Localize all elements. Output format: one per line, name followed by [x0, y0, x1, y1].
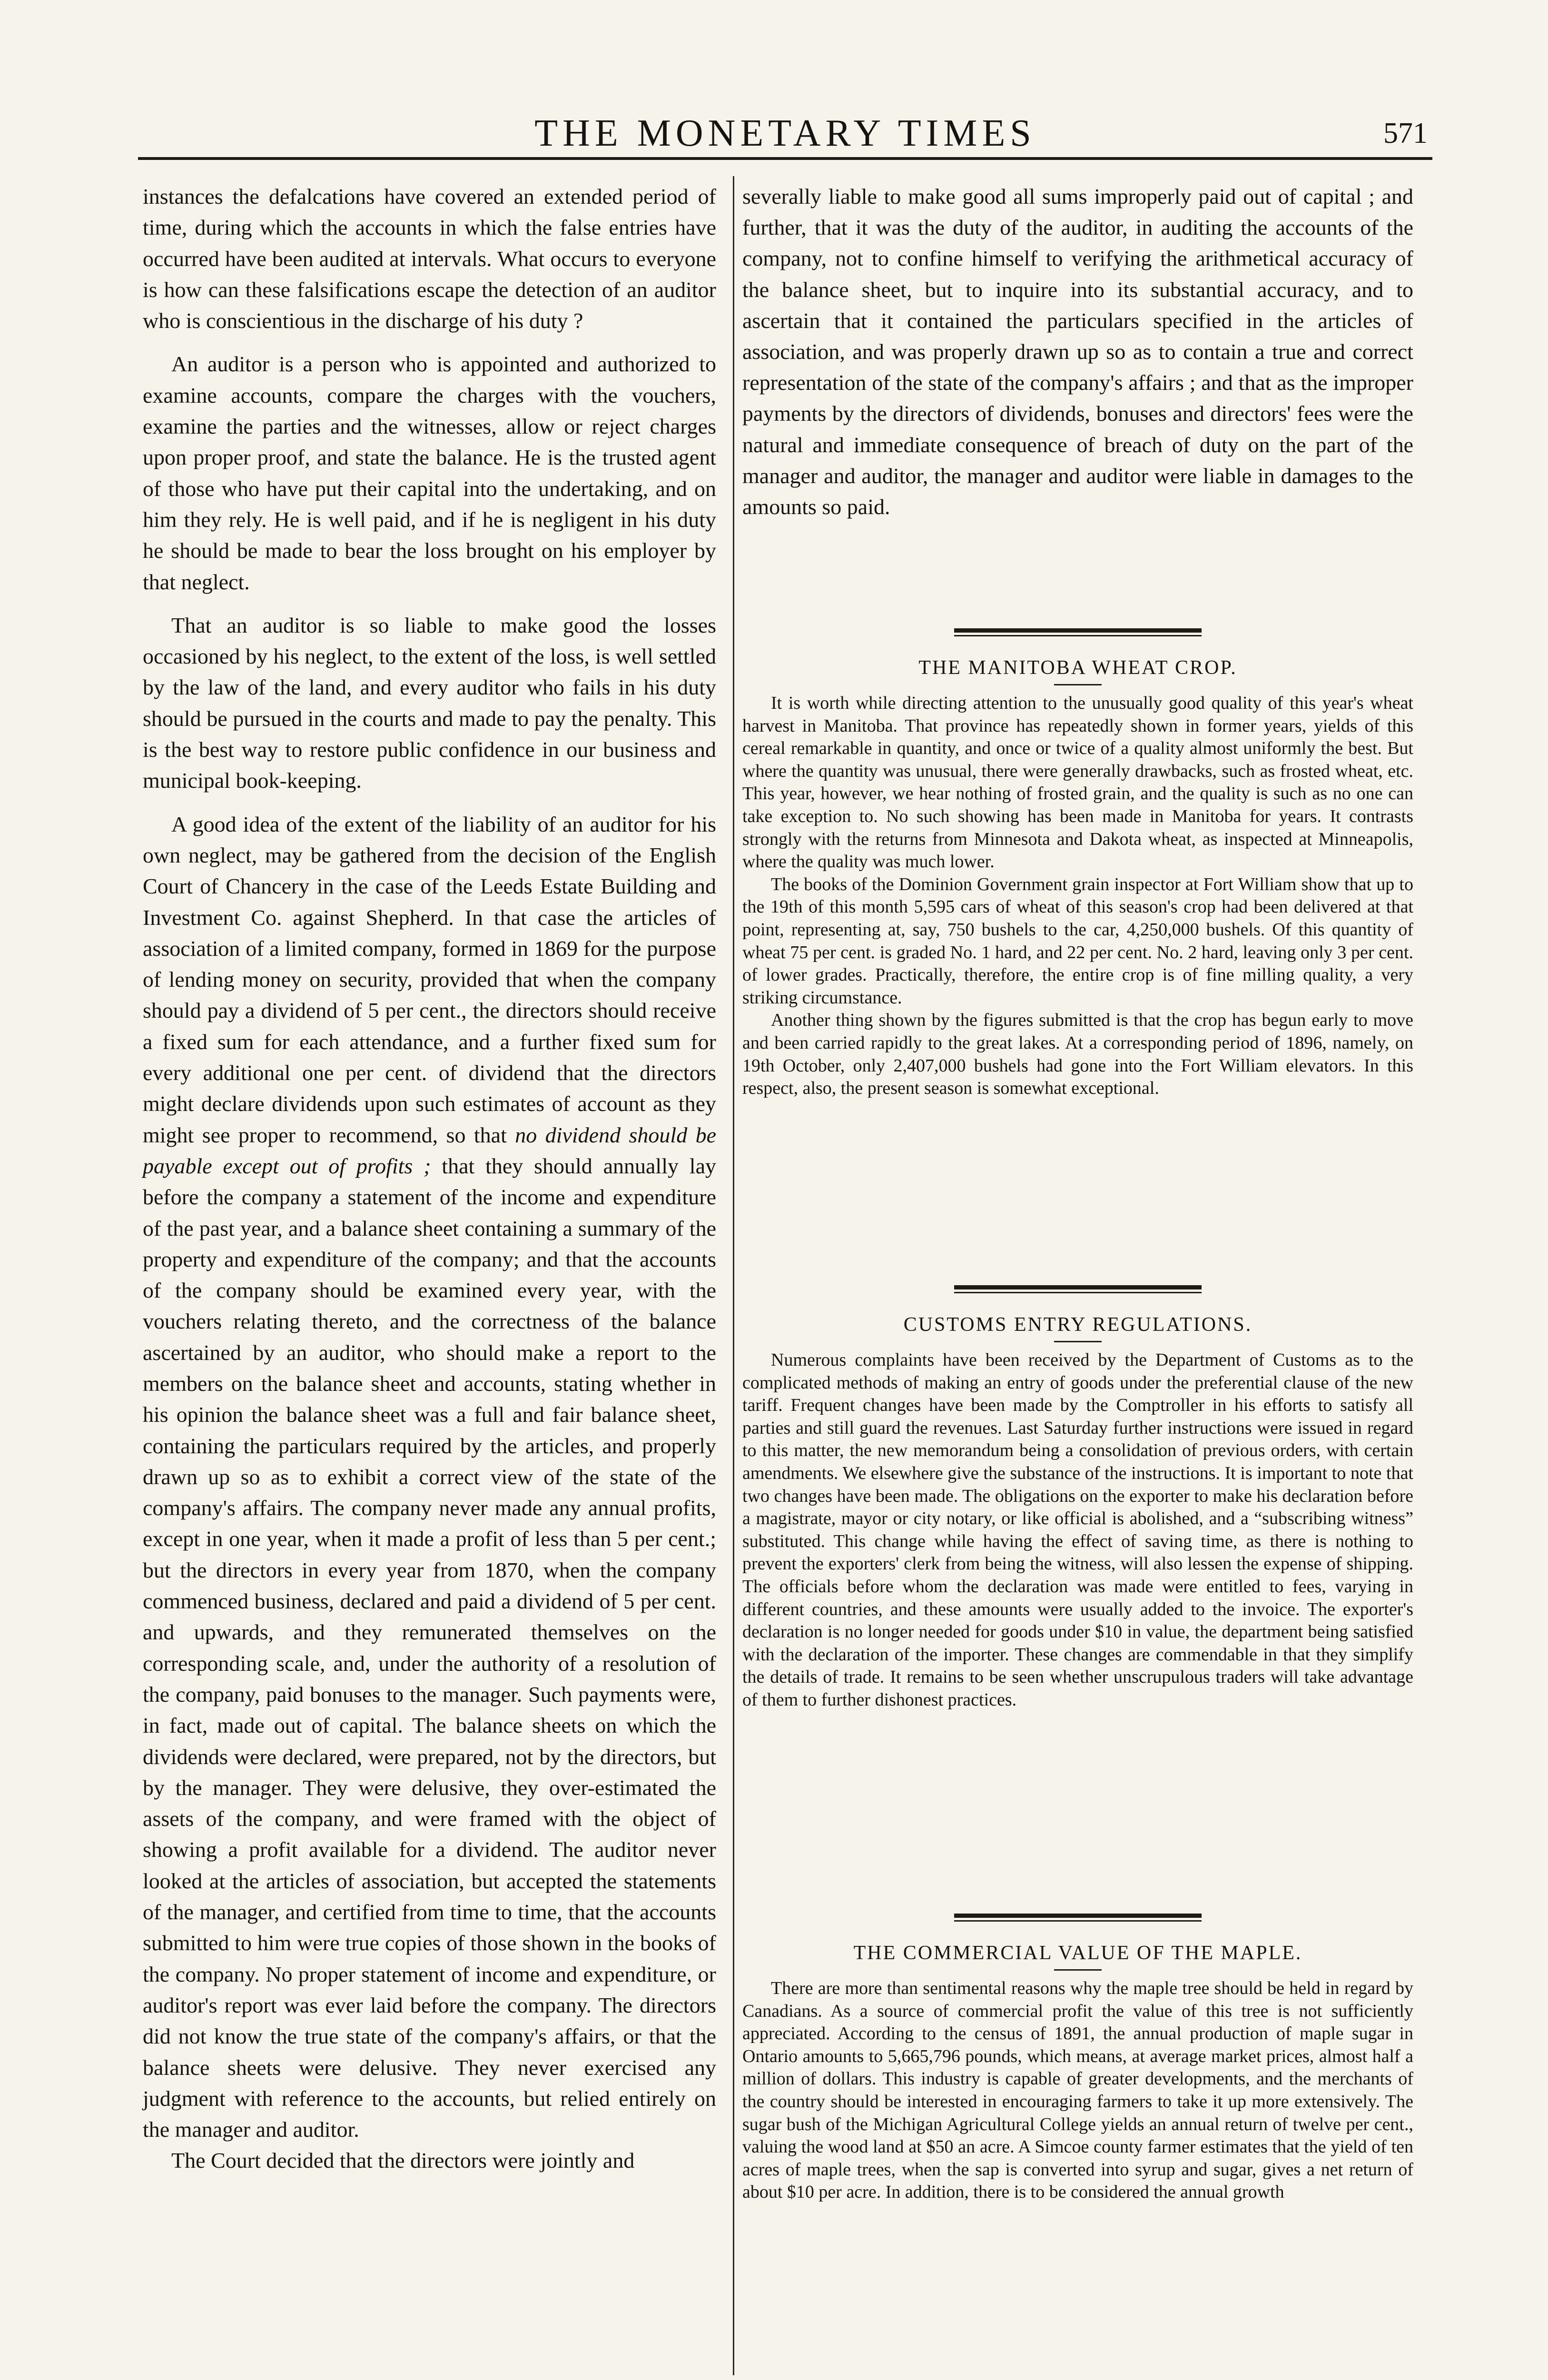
- left-paragraph-1: instances the defalcations have covered an extended period of time, during which the accounts in which the false entries have occurred have been audited at intervals. What occurs to everyone is how can these falsifications escape the detection of an auditor who is conscientious in the discharge of his duty ?: [143, 184, 716, 333]
- right-paragraph-continuation: severally liable to make good all sums improperly paid out of capital ; and further, that it was the duty of the auditor, in auditing the accounts of the company, not to confine himself to verifying the arithmetical accuracy of the balance sheet, but to inquire into its substantial accuracy, and to ascertain that it contained the particulars specified in the articles of association, and was properly drawn up so as to contain a true and correct representation of the state of the company's affairs ; and that as the improper payments by the directors of dividends, bonuses and directors' fees were the natural and immediate consequence of breach of duty on the part of the manager and auditor, the manager and auditor were liable in damages to the amounts so paid.: [742, 184, 1413, 519]
- left-paragraph-3: That an auditor is so liable to make good the losses occasioned by his neglect, to the extent of the loss, is well settled by the law of the land, and every auditor who fails in his duty should be pursued in the courts and made to pay the penalty. This is the best way to restore public confidence in our business and municipal book-keeping.: [143, 613, 716, 793]
- right-column-continuation: [742, 181, 1413, 522]
- title-underline: [1054, 1341, 1102, 1342]
- section-body: [742, 1349, 1413, 1712]
- section-maple-value: [742, 1914, 1413, 2204]
- header-rule: [138, 157, 1432, 160]
- section-rule: [954, 1914, 1202, 1922]
- left-paragraph-4-italic: no dividend should be payable except out of profits ;: [143, 1122, 717, 1178]
- left-paragraph-5: The Court decided that the directors were jointly and: [171, 2148, 635, 2173]
- left-paragraph-4-part-b: that they should annually lay before the company a statement of the income and expenditure of the past year, and a balance sheet containing a summary of the property and expenditure of the company; and that the accounts of the company should be examined every year, with the vouchers relating thereto, and the correctness of the balance ascertained by an auditor, who should make a report to the members on the balance sheet and accounts, stating whether in his opinion the balance sheet was a full and fair balance sheet, containing the particulars required by the articles, and properly drawn up so as to exhibit a correct view of the state of the company's affairs. The company never made any annual profits, except in one year, when it made a profit of less than 5 per cent.; but the directors in every year from 1870, when the company commenced business, declared and paid a dividend of 5 per cent. and upwards, and they remunerated themselves on the corresponding scale, and, under the authority of a resolution of the company, paid bonuses to the manager. Such payments were, in fact, made out of capital. The balance sheets on which the dividends were declared, were prepared, not by the directors, but by the manager. They were delusive, they over-estimated the assets of the company, and were framed with the object of showing a profit available for a dividend. The auditor never looked at the articles of association, but accepted the statements of the manager, and certified from time to time, that the accounts submitted to him were true copies of those shown in the books of the company. No proper statement of income and expenditure, or auditor's report was ever laid before the company. The directors did not know the true state of the company's affairs, or that the balance sheets were delusive. They never exercised any judgment with reference to the accounts, but relied entirely on the manager and auditor.: [143, 1153, 717, 2142]
- left-column: [143, 181, 716, 2176]
- column-divider: [733, 176, 734, 2375]
- customs-paragraph-1: Numerous complaints have been received by the Department of Customs as to the complicated methods of making an entry of goods under the preferential clause of the new tariff. Frequent changes have been made by the Comptroller in his efforts to satisfy all parties and still guard the revenues. Last Saturday further instructions were issued in regard to this matter, the new memorandum being a consolidation of previous orders, with certain amendments. We elsewhere give the substance of the instructions. It is important to note that two changes have been made. The obligations on the exporter to make his declaration before a magistrate, mayor or city notary, or like official is abolished, and a “subscribing witness” substituted. This change while having the effect of saving time, as there is nothing to prevent the exporters' clerk from being the witness, will also lessen the expense of shipping. The officials before whom the declaration was made were entitled to fees, varying in different countries, and these amounts were usually added to the invoice. The exporter's declaration is no longer needed for goods under $10 in value, the department being satisfied with the declaration of the importer. These changes are commendable in that they simplify the details of trade. It remains to be seen whether unscrupulous traders will take advantage of them to further dishonest practices.: [742, 1350, 1413, 1710]
- title-underline: [1054, 684, 1102, 685]
- title-underline: [1054, 1969, 1102, 1971]
- section-body: [742, 692, 1413, 1100]
- section-title: CUSTOMS ENTRY REGULATIONS.: [903, 1314, 1252, 1336]
- manitoba-paragraph-1: It is worth while directing attention to the unusually good quality of this year's wheat harvest in Manitoba. That province has repeatedly shown in former years, yields of this cereal remarkable in quantity, and once or twice of a quality almost uniformly the best. But where the quantity was unusual, there were generally drawbacks, such as frosted wheat, etc. This year, however, we hear nothing of frosted grain, and the quality is such as no one can take exception to. No such showing has been made in Manitoba for years. It contrasts strongly with the returns from Minnesota and Dakota wheat, as inspected at Minneapolis, where the quality was much lower.: [742, 693, 1413, 872]
- left-paragraph-4: [143, 809, 716, 2145]
- masthead-title: THE MONETARY TIMES: [534, 112, 1036, 154]
- section-title: THE MANITOBA WHEAT CROP.: [918, 657, 1237, 679]
- manitoba-paragraph-3: Another thing shown by the figures submitted is that the crop has begun early to move and been carried rapidly to the great lakes. At a corresponding period of 1896, namely, on 19th October, only 2,407,000 bushels had gone into the Fort William elevators. In this respect, also, the present season is somewhat exceptional.: [742, 1010, 1413, 1099]
- section-rule: [954, 1285, 1202, 1293]
- section-title: THE COMMERCIAL VALUE OF THE MAPLE.: [853, 1942, 1302, 1964]
- section-customs-entry: [742, 1285, 1413, 1712]
- page-number: 571: [1383, 117, 1428, 149]
- left-paragraph-4-part-a: A good idea of the extent of the liability of an auditor for his own neglect, may be gathered from the decision of the English Court of Chancery in the case of the Leeds Estate Building and Investment Co. against Shepherd. In that case the articles of association of a limited company, formed in 1869 for the purpose of lending money on security, provided that when the company should pay a dividend of 5 per cent., the directors should receive a fixed sum for each attendance, and a further fixed sum for every additional one per cent. of dividend that the directors might declare dividends upon such estimates of account as they might see proper to recommend, so that: [143, 812, 716, 1147]
- section-body: [742, 1977, 1413, 2204]
- section-manitoba-wheat: [742, 628, 1413, 1100]
- maple-paragraph-1: There are more than sentimental reasons why the maple tree should be held in regard by Canadians. As a source of commercial profit the value of this tree is not sufficiently appreciated. According to the census of 1891, the annual production of maple sugar in Ontario amounts to 5,665,796 pounds, which means, at average market prices, almost half a million of dollars. This industry is capable of greater developments, and the merchants of the country should be interested in encouraging farmers to take it up more extensively. The sugar bush of the Michigan Agricultural College yields an annual return of twelve per cent., valuing the wood land at $50 an acre. A Simcoe county farmer estimates that the yield of ten acres of maple trees, when the sap is converted into syrup and sugar, gives a net return of about $10 per acre. In addition, there is to be considered the annual growth: [742, 1978, 1413, 2202]
- manitoba-paragraph-2: The books of the Dominion Government grain inspector at Fort William show that up to the 19th of this month 5,595 cars of wheat of this season's crop had been delivered at that point, representing at, say, 750 bushels to the car, 4,250,000 bushels. Of this quantity of wheat 75 per cent. is graded No. 1 hard, and 22 per cent. No. 2 hard, leaving only 3 per cent. of lower grades. Practically, therefore, the entire crop is of fine milling quality, a very striking circumstance.: [742, 874, 1413, 1008]
- left-paragraph-2: An auditor is a person who is appointed and authorized to examine accounts, compare the charges with the vouchers, examine the parties and the witnesses, allow or reject charges upon proper proof, and state the balance. He is the trusted agent of those who have put their capital into the undertaking, and on him they rely. He is well paid, and if he is negligent in his duty he should be made to bear the loss brought on his employer by that neglect.: [143, 352, 716, 594]
- page-header: [143, 102, 1428, 159]
- section-rule: [954, 628, 1202, 636]
